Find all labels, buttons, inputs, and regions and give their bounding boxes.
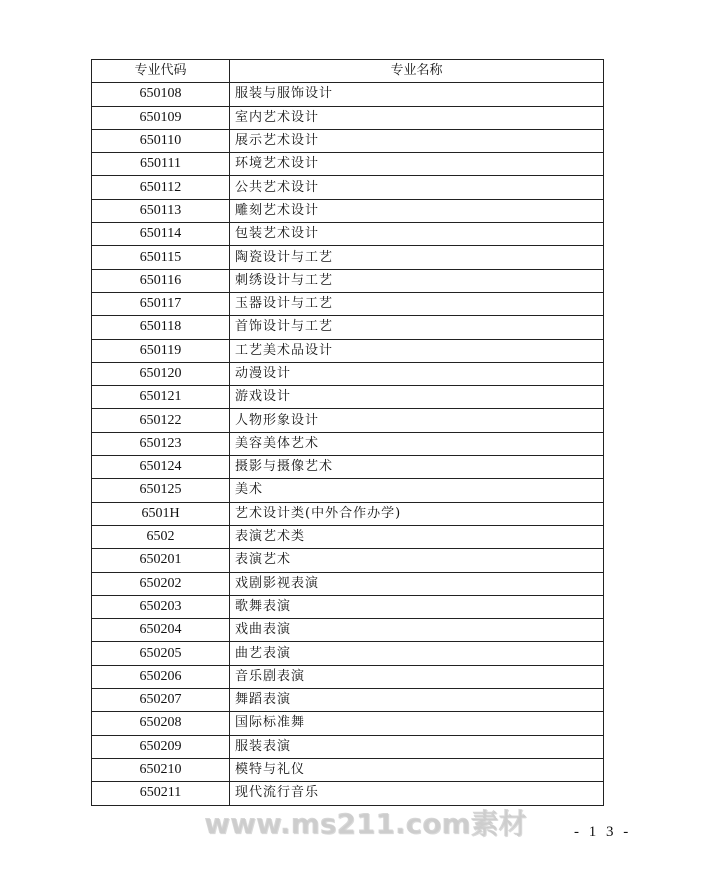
major-name-cell: 游戏设计: [230, 386, 604, 409]
major-code-cell: 650109: [92, 106, 230, 129]
table-row: [92, 83, 604, 106]
table-row: [92, 689, 604, 712]
major-name-cell: 艺术设计类(中外合作办学): [230, 502, 604, 525]
major-name-cell: 雕刻艺术设计: [230, 199, 604, 222]
table-row: [92, 246, 604, 269]
major-name-cell: 模特与礼仪: [230, 758, 604, 781]
table-row: [92, 386, 604, 409]
major-name-cell: 表演艺术: [230, 549, 604, 572]
major-code-cell: 650210: [92, 758, 230, 781]
major-name-cell: 环境艺术设计: [230, 153, 604, 176]
major-code-cell: 650113: [92, 199, 230, 222]
major-code-cell: 650112: [92, 176, 230, 199]
major-code-cell: 650124: [92, 456, 230, 479]
major-code-cell: 650115: [92, 246, 230, 269]
major-name-cell: 美术: [230, 479, 604, 502]
major-code-cell: 650117: [92, 292, 230, 315]
major-code-cell: 650211: [92, 782, 230, 805]
page-number: - 1 3 -: [574, 824, 632, 840]
table-row: [92, 479, 604, 502]
major-name-cell: 室内艺术设计: [230, 106, 604, 129]
major-name-cell: 摄影与摄像艺术: [230, 456, 604, 479]
major-code-cell: 650121: [92, 386, 230, 409]
major-name-cell: 戏曲表演: [230, 619, 604, 642]
table-row: [92, 572, 604, 595]
table-row: [92, 502, 604, 525]
table-row: [92, 642, 604, 665]
table-row: [92, 665, 604, 688]
major-name-cell: 服装与服饰设计: [230, 83, 604, 106]
major-name-cell: 动漫设计: [230, 362, 604, 385]
major-name-cell: 歌舞表演: [230, 595, 604, 618]
major-name-cell: 工艺美术品设计: [230, 339, 604, 362]
table-row: [92, 199, 604, 222]
major-code-cell: 650108: [92, 83, 230, 106]
major-code-cell: 650208: [92, 712, 230, 735]
table-row: [92, 176, 604, 199]
major-name-cell: 现代流行音乐: [230, 782, 604, 805]
table-row: [92, 525, 604, 548]
major-code-cell: 650114: [92, 223, 230, 246]
major-code-cell: 6501H: [92, 502, 230, 525]
major-name-cell: 表演艺术类: [230, 525, 604, 548]
table-row: [92, 269, 604, 292]
major-code-cell: 650111: [92, 153, 230, 176]
major-code-cell: 650119: [92, 339, 230, 362]
header-major-name: 专业名称: [230, 60, 604, 83]
major-code-cell: 650209: [92, 735, 230, 758]
header-major-code: 专业代码: [92, 60, 230, 83]
major-name-cell: 美容美体艺术: [230, 432, 604, 455]
table-row: [92, 106, 604, 129]
major-name-cell: 舞蹈表演: [230, 689, 604, 712]
table-header-row: [92, 60, 604, 83]
major-code-cell: 650202: [92, 572, 230, 595]
table-row: [92, 153, 604, 176]
major-name-cell: 展示艺术设计: [230, 129, 604, 152]
major-code-cell: 650122: [92, 409, 230, 432]
major-code-cell: 650204: [92, 619, 230, 642]
major-name-cell: 刺绣设计与工艺: [230, 269, 604, 292]
table-row: [92, 595, 604, 618]
table-row: [92, 456, 604, 479]
major-code-table: [91, 59, 604, 806]
major-name-cell: 戏剧影视表演: [230, 572, 604, 595]
table-body: [92, 83, 604, 805]
major-name-cell: 音乐剧表演: [230, 665, 604, 688]
table-row: [92, 735, 604, 758]
major-code-cell: 650125: [92, 479, 230, 502]
table-row: [92, 758, 604, 781]
table-row: [92, 316, 604, 339]
table-row: [92, 619, 604, 642]
major-code-cell: 650201: [92, 549, 230, 572]
major-code-cell: 650120: [92, 362, 230, 385]
major-code-cell: 650116: [92, 269, 230, 292]
major-name-cell: 曲艺表演: [230, 642, 604, 665]
major-code-cell: 650206: [92, 665, 230, 688]
major-name-cell: 公共艺术设计: [230, 176, 604, 199]
table-row: [92, 549, 604, 572]
major-code-cell: 650123: [92, 432, 230, 455]
table-row: [92, 432, 604, 455]
table-row: [92, 712, 604, 735]
major-name-cell: 玉器设计与工艺: [230, 292, 604, 315]
major-name-cell: 国际标准舞: [230, 712, 604, 735]
major-code-cell: 6502: [92, 525, 230, 548]
table-row: [92, 223, 604, 246]
major-code-cell: 650110: [92, 129, 230, 152]
table-row: [92, 409, 604, 432]
major-code-cell: 650207: [92, 689, 230, 712]
watermark: www.ms211.com素材: [204, 807, 527, 840]
major-code-cell: 650118: [92, 316, 230, 339]
table-row: [92, 339, 604, 362]
table-row: [92, 129, 604, 152]
major-name-cell: 服装表演: [230, 735, 604, 758]
major-code-cell: 650203: [92, 595, 230, 618]
major-name-cell: 人物形象设计: [230, 409, 604, 432]
major-code-cell: 650205: [92, 642, 230, 665]
table-row: [92, 292, 604, 315]
major-name-cell: 首饰设计与工艺: [230, 316, 604, 339]
major-name-cell: 陶瓷设计与工艺: [230, 246, 604, 269]
table-row: [92, 362, 604, 385]
major-name-cell: 包装艺术设计: [230, 223, 604, 246]
